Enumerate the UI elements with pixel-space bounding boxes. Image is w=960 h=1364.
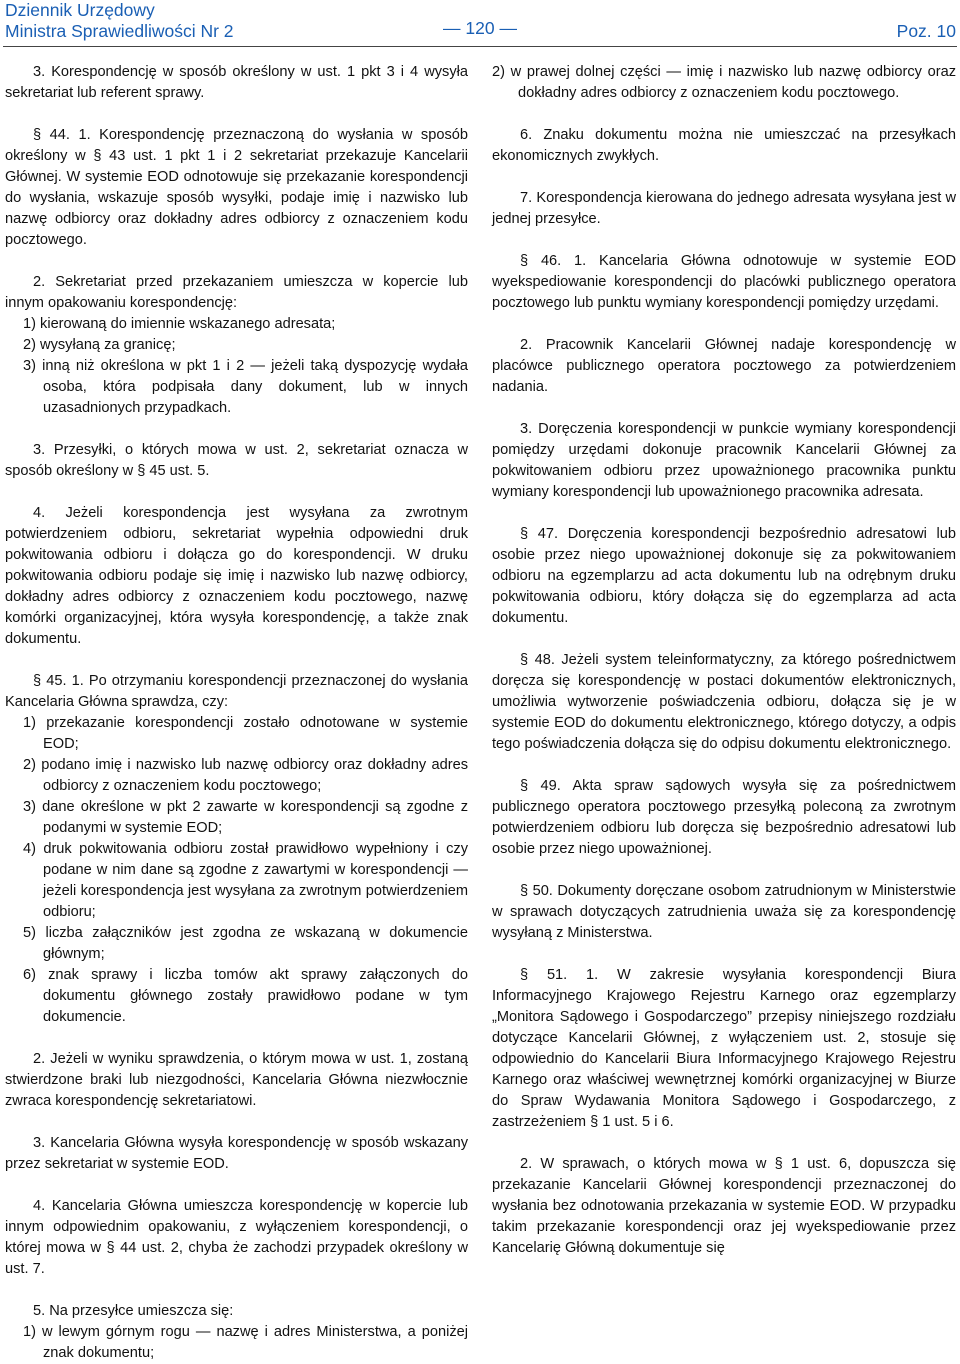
- paragraph: 3. Przesyłki, o których mowa w ust. 2, sekretariat oznacza w sposób określony w § 45 ust. 5.: [5, 442, 468, 479]
- paragraph: 2. W sprawach, o których mowa w § 1 ust. 6, dopuszcza się przekazanie Kancelarii Głównej korespondencji przeznaczonej do wysłania bez odnotowania przekazania w systemie EOD. W przypadku takim przekazanie korespondencji oraz jej wyekspediowanie przez Kancelarię Główną dokumentuje się: [492, 1156, 956, 1256]
- list-item: 1) kierowaną do imiennie wskazanego adresata;: [23, 316, 336, 332]
- list: [5, 713, 468, 1028]
- paragraph: 3. Doręczenia korespondencji w punkcie wymiany korespondencji pomiędzy urzędami dokonuje pracownik Kancelarii Głównej za pokwitowaniem odbioru przez upoważnionego pracownika punktu wymiany korespondencji lub upoważnionego pracownika adresata.: [492, 421, 956, 500]
- paragraph: 3. Korespondencję w sposób określony w ust. 1 pkt 3 i 4 wysyła sekretariat lub referent sprawy.: [5, 64, 468, 101]
- paragraph: 2. Sekretariat przed przekazaniem umieszcza w kopercie lub innym opakowaniu korespondencję:: [5, 274, 468, 311]
- journal-title-line1: Dziennik Urzędowy: [5, 0, 155, 20]
- section-49-paragraph: § 49. Akta spraw sądowych wysyła się za pośrednictwem publicznego operatora pocztowego przesyłką poleconą za zwrotnym potwierdzeniem odbioru lub doręcza się bezpośrednio adresatowi lub osobie przez niego upoważnionej.: [492, 778, 956, 857]
- paragraph: 4. Jeżeli korespondencja jest wysyłana za zwrotnym potwierdzeniem odbioru, sekretariat wypełnia odpowiedni druk pokwitowania odbioru i dołącza go do korespondencji. W druku pokwitowania odbioru podaje się imię i nazwisko lub nazwę odbiorcy, dokładny adres odbiorcy z oznaczeniem kodu pocztowego, nazwę komórki organizacyjnej, która wysyła korespondencję, a także znak dokumentu.: [5, 505, 468, 647]
- list-item: 2) podano imię i nazwisko lub nazwę odbiorcy oraz dokładny adres odbiorcy z oznaczeniem kodu pocztowego;: [23, 757, 468, 794]
- list-item: 5) liczba załączników jest zgodna ze wskazaną w dokumencie głównym;: [23, 925, 468, 962]
- list: [5, 1322, 468, 1364]
- list-item: 2) wysyłaną za granicę;: [23, 337, 176, 353]
- list-item: 1) w lewym górnym rogu — nazwę i adres Ministerstwa, a poniżej znak dokumentu;: [23, 1324, 468, 1361]
- paragraph: 2. Pracownik Kancelarii Głównej nadaje korespondencję w placówce publicznego operatora pocztowego za potwierdzeniem nadania.: [492, 337, 956, 395]
- paragraph: 2. Jeżeli w wyniku sprawdzenia, o którym mowa w ust. 1, zostaną stwierdzone braki lub niezgodności, Kancelaria Główna niezwłocznie zwraca korespondencję sekretariatowi.: [5, 1051, 468, 1109]
- list: [5, 314, 468, 419]
- list-item: 6) znak sprawy i liczba tomów akt sprawy załączonych do dokumentu głównego zostały prawidłowo podane w tym dokumencie.: [23, 967, 468, 1025]
- section-44-paragraph: § 44. 1. Korespondencję przeznaczoną do wysłania w sposób określony w § 43 ust. 1 pkt 1 i 2 sekretariat przekazuje Kancelarii Głównej. W systemie EOD odnotowuje się przekazanie korespondencji do wysłania, wskazuje sposób wysyłki, podaje imię i nazwisko lub nazwę odbiorcy oraz dokładny adres odbiorcy z oznaczeniem kodu pocztowego.: [5, 127, 468, 248]
- list-item: 3) dane określone w pkt 2 zawarte w korespondencji są zgodne z podanymi w systemie EOD;: [23, 799, 468, 836]
- position-number: Poz. 10: [896, 21, 956, 41]
- list-item: 4) druk pokwitowania odbioru został prawidłowo wypełniony i czy podane w nim dane są zgodne z zawartymi w korespondencji — jeżeli korespondencja jest wysyłana za zwrotnym potwierdzeniem odbioru;: [23, 841, 468, 920]
- section-45-paragraph: § 45. 1. Po otrzymaniu korespondencji przeznaczonej do wysłania Kancelaria Główna sprawdza, czy:: [5, 673, 468, 710]
- left-column: [5, 62, 468, 1364]
- section-51-paragraph: § 51. 1. W zakresie wysyłania korespondencji Biura Informacyjnego Krajowego Rejestru Karnego oraz egzemplarzy „Monitora Sądowego i Gospodarczego” przepisy niniejszego rozdziału dotyczące Kancelarii Głównej, z wyłączeniem ust. 2, stosuje się odpowiednio do Kancelarii Biura Informacyjnego Krajowego Rejestru Karnego oraz właściwej wewnętrznej komórki organizacyjnej w Biurze do Spraw Wydawania Monitora Sądowego i Gospodarczego, z zastrzeżeniem § 1 ust. 5 i 6.: [492, 967, 956, 1130]
- section-48-paragraph: § 48. Jeżeli system teleinformatyczny, za którego pośrednictwem doręcza się korespondencję w postaci dokumentów elektronicznych, umożliwia wytworzenie poświadczenia odbioru, dołącza się je w systemie EOD do dokumentu elektronicznego, którego dotyczy, a odpis tego poświadczenia dołącza się do odpisu dokumentu elektronicznego.: [492, 652, 956, 752]
- right-column: [492, 62, 956, 1259]
- section-47-paragraph: § 47. Doręczenia korespondencji bezpośrednio adresatowi lub osobie przez niego upoważnionej dokonuje się za pokwitowaniem odbioru na egzemplarzu ad acta dokumentu lub na odrębnym druku pokwitowania odbioru, który dołącza się do egzemplarza ad acta dokumentu.: [492, 526, 956, 626]
- list-item: 2) w prawej dolnej części — imię i nazwisko lub nazwę odbiorcy oraz dokładny adres odbiorcy z oznaczeniem kodu pocztowego.: [492, 64, 956, 101]
- page-number: — 120 —: [443, 18, 517, 38]
- page-header: [0, 0, 960, 44]
- section-46-paragraph: § 46. 1. Kancelaria Główna odnotowuje w systemie EOD wyekspediowanie korespondencji do placówki publicznego operatora pocztowego lub punktu wymiany korespondencji pomiędzy urzędami.: [492, 253, 956, 311]
- paragraph: 5. Na przesyłce umieszcza się:: [33, 1303, 234, 1319]
- list-item: 3) inną niż określona w pkt 1 i 2 — jeżeli taką dyspozycję wydała osoba, która podpisała dany dokument, lub w innych uzasadnionych przypadkach.: [23, 358, 468, 416]
- journal-title-line2: Ministra Sprawiedliwości Nr 2: [5, 21, 234, 41]
- section-50-paragraph: § 50. Dokumenty doręczane osobom zatrudnionym w Ministerstwie w sprawach dotyczących zatrudnienia uważa się za korespondencję wysyłaną z Ministerstwa.: [492, 883, 956, 941]
- paragraph: 6. Znaku dokumentu można nie umieszczać na przesyłkach ekonomicznych zwykłych.: [492, 127, 956, 164]
- paragraph: 4. Kancelaria Główna umieszcza korespondencję w kopercie lub innym odpowiednim opakowaniu, z wyłączeniem korespondencji, o której mowa w § 44 ust. 2, chyba że zachodzi przypadek określony w ust. 7.: [5, 1198, 468, 1277]
- list: [492, 62, 956, 104]
- list-item: 1) przekazanie korespondencji zostało odnotowane w systemie EOD;: [23, 715, 468, 752]
- paragraph: 3. Kancelaria Główna wysyła korespondencję w sposób wskazany przez sekretariat w systemie EOD.: [5, 1135, 468, 1172]
- paragraph: 7. Korespondencja kierowana do jednego adresata wysyłana jest w jednej przesyłce.: [492, 190, 956, 227]
- header-divider: [3, 46, 957, 47]
